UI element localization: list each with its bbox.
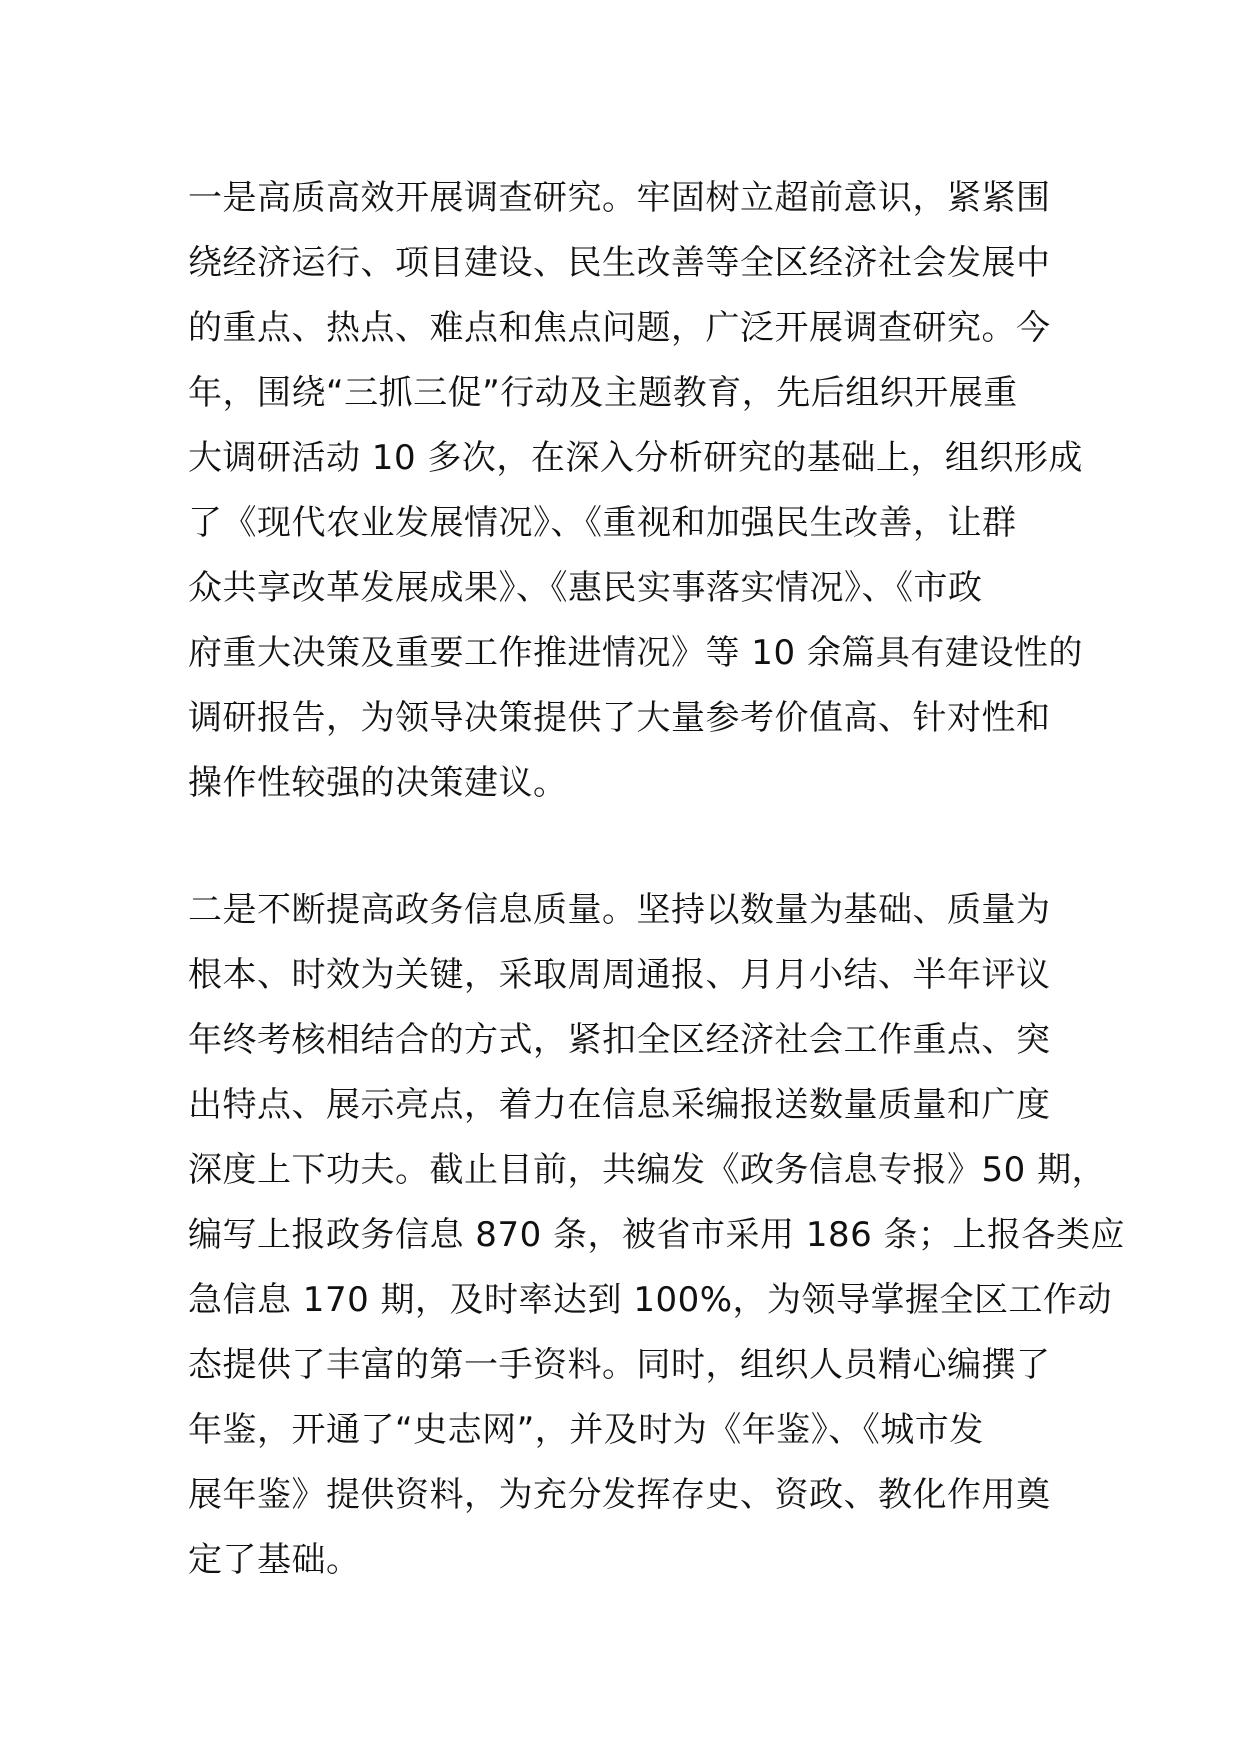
text-line: 编写上报政务信息 870 条，被省市采用 186 条；上报各类应 <box>188 1215 1126 1255</box>
text-line: 展年鉴》提供资料，为充分发挥存史、资政、教化作用奠 <box>188 1475 1051 1515</box>
text-line: 急信息 170 期，及时率达到 100%，为领导掌握全区工作动 <box>188 1280 1113 1320</box>
text-line: 出特点、展示亮点，着力在信息采编报送数量质量和广度 <box>188 1085 1051 1125</box>
text-line: 调研报告，为领导决策提供了大量参考价值高、针对性和 <box>188 698 1051 738</box>
text-line: 众共享改革发展成果》、《惠民实事落实情况》、《市政 <box>188 568 983 608</box>
text-line: 了《现代农业发展情况》、《重视和加强民生改善，让群 <box>188 503 1017 543</box>
text-line: 操作性较强的决策建议。 <box>188 763 568 803</box>
text-line: 一是高质高效开展调查研究。牢固树立超前意识，紧紧围 <box>188 178 1051 218</box>
paragraph-research <box>188 166 1083 816</box>
text-line: 深度上下功夫。截止目前，共编发《政务信息专报》50 期， <box>188 1150 1107 1190</box>
text-line: 绕经济运行、项目建设、民生改善等全区经济社会发展中 <box>188 243 1051 283</box>
text-line: 二是不断提高政务信息质量。坚持以数量为基础、质量为 <box>188 890 1051 930</box>
text-line: 大调研活动 10 多次，在深入分析研究的基础上，组织形成 <box>188 438 1083 478</box>
text-line: 年，围绕“三抓三促”行动及主题教育，先后组织开展重 <box>188 373 1018 413</box>
text-line: 的重点、热点、难点和焦点问题，广泛开展调查研究。今 <box>188 308 1051 348</box>
text-line: 年终考核相结合的方式，紧扣全区经济社会工作重点、突 <box>188 1020 1051 1060</box>
text-line: 府重大决策及重要工作推进情况》等 10 余篇具有建设性的 <box>188 633 1083 673</box>
text-line: 根本、时效为关键，采取周周通报、月月小结、半年评议 <box>188 955 1051 995</box>
text-line: 年鉴，开通了“史志网”，并及时为《年鉴》、《城市发 <box>188 1410 984 1450</box>
text-line: 定了基础。 <box>188 1540 361 1580</box>
text-line: 态提供了丰富的第一手资料。同时，组织人员精心编撰了 <box>188 1345 1051 1385</box>
paragraph-government-info <box>188 878 1126 1593</box>
